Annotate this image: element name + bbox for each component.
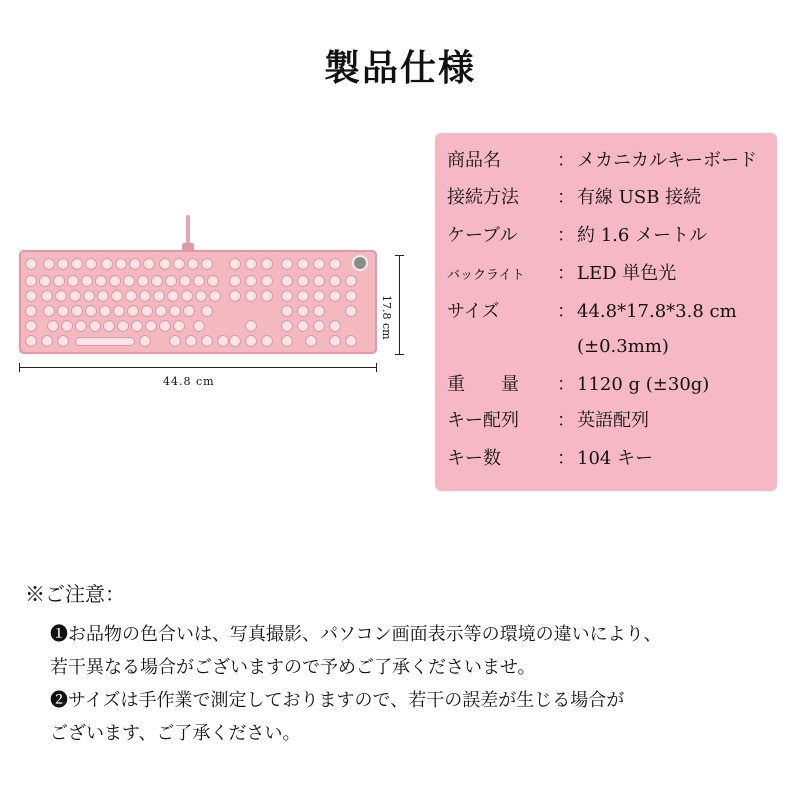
keycap <box>207 275 219 287</box>
keycap <box>313 275 325 287</box>
keycap <box>25 335 37 347</box>
keycap <box>281 258 293 270</box>
page-title: 製品仕様 <box>323 47 476 89</box>
keycap <box>183 305 195 317</box>
keycap <box>193 275 205 287</box>
spec-row <box>447 259 676 289</box>
keycap <box>61 320 73 332</box>
keycap <box>345 290 357 302</box>
spec-row <box>447 183 701 213</box>
spec-separator: ： <box>557 301 575 322</box>
keycap <box>85 258 97 270</box>
spec-label: 接続方法 <box>447 187 519 208</box>
keycap <box>71 305 83 317</box>
keycap <box>165 275 177 287</box>
keycap <box>281 335 293 347</box>
keycap <box>217 335 229 347</box>
spec-value: メカニカルキーボード <box>577 150 757 171</box>
keycap <box>139 290 151 302</box>
keycap <box>209 290 221 302</box>
keycap <box>123 275 135 287</box>
keycap <box>245 275 257 287</box>
keycap <box>297 305 309 317</box>
keycap <box>245 258 257 270</box>
keycap <box>145 320 157 332</box>
keycap <box>345 335 357 347</box>
keycap <box>297 290 309 302</box>
height-dimension-line <box>399 255 400 355</box>
keycap <box>89 320 101 332</box>
spec-label: 商品名 <box>447 150 501 171</box>
keycap <box>155 305 167 317</box>
keycap <box>129 258 141 270</box>
keycap <box>169 335 181 347</box>
height-dimension-label: 17.8 cm <box>380 295 393 340</box>
spec-label: キー配列 <box>447 410 519 431</box>
keycap <box>41 335 53 347</box>
keycap <box>113 305 125 317</box>
keycap <box>41 290 53 302</box>
keycap <box>139 335 151 347</box>
keycap <box>281 290 293 302</box>
keycap <box>193 320 205 332</box>
note-line: 若干異なる場合がございますので予めご了承くださいませ。 <box>50 657 536 678</box>
keycap <box>141 305 153 317</box>
keycap <box>103 320 115 332</box>
keyboard-illustration <box>15 215 420 400</box>
spec-panel <box>435 133 777 491</box>
keycap <box>305 335 317 347</box>
keycap <box>297 320 309 332</box>
keycap <box>99 305 111 317</box>
spec-value: LED 単色光 <box>577 263 677 284</box>
keycap <box>297 258 309 270</box>
spec-value: 1120 g (±30g) <box>577 374 710 395</box>
keycap <box>195 290 207 302</box>
keycap <box>169 305 181 317</box>
keycap <box>101 258 113 270</box>
keycap <box>111 290 123 302</box>
keycap <box>25 305 37 317</box>
spec-row <box>447 370 709 400</box>
keycap <box>43 258 55 270</box>
spec-label: バックライト <box>447 268 525 283</box>
spec-value: 約 1.6 メートル <box>577 225 708 246</box>
keycap <box>25 320 37 332</box>
keycap <box>67 275 79 287</box>
spec-separator: ： <box>557 448 575 469</box>
spec-separator: ： <box>557 263 575 284</box>
spec-row <box>447 297 737 327</box>
spec-separator: ： <box>557 150 575 171</box>
keycap <box>179 275 191 287</box>
keycap <box>159 320 171 332</box>
spec-value: 44.8*17.8*3.8 cm <box>577 301 737 322</box>
spec-row <box>447 332 669 362</box>
keycap <box>261 258 273 270</box>
keycap <box>281 275 293 287</box>
keycap <box>25 258 37 270</box>
keycap <box>245 335 257 347</box>
keycap <box>75 320 87 332</box>
keycap <box>329 320 341 332</box>
note-line: ❷サイズは手作業で測定しておりますので、若干の誤差が生じる場合が <box>50 690 625 711</box>
keycap <box>131 320 143 332</box>
keycap <box>329 275 341 287</box>
keycap <box>229 335 241 347</box>
keycap <box>57 305 69 317</box>
keycap <box>281 320 293 332</box>
keycap <box>69 290 81 302</box>
keycap <box>159 258 171 270</box>
note-line: ❶お品物の色合いは、写真撮影、パソコン画面表示等の環境の違いにより、 <box>50 624 662 645</box>
keycap <box>53 275 65 287</box>
keycap <box>181 290 193 302</box>
keycap <box>201 305 213 317</box>
spec-label: 重 量 <box>447 374 519 395</box>
keycap <box>345 305 357 317</box>
notes-heading: ※ご注意： <box>25 582 125 606</box>
keycap <box>245 290 257 302</box>
spec-label: サイズ <box>447 301 500 322</box>
keycap <box>25 290 37 302</box>
keycap <box>173 320 185 332</box>
keycap <box>173 258 185 270</box>
spec-value: 有線 USB 接続 <box>577 187 702 208</box>
spacebar <box>75 337 135 346</box>
keycap <box>85 305 97 317</box>
keycap <box>329 258 341 270</box>
keycap <box>313 305 325 317</box>
keycap <box>261 335 273 347</box>
keycap <box>83 290 95 302</box>
keycap <box>229 275 241 287</box>
keycap <box>57 258 69 270</box>
spec-value: (±0.3mm) <box>577 336 669 357</box>
keycap <box>151 275 163 287</box>
spec-separator: ： <box>557 374 575 395</box>
spec-row <box>447 146 757 176</box>
keycap <box>261 290 273 302</box>
keycap <box>297 275 309 287</box>
keycap <box>313 258 325 270</box>
keycap <box>329 290 341 302</box>
keycap <box>71 258 83 270</box>
keycap <box>245 320 257 332</box>
keycap <box>187 258 199 270</box>
keycap <box>55 290 67 302</box>
spec-row <box>447 444 653 474</box>
keycap <box>125 290 137 302</box>
keycap <box>201 335 213 347</box>
keycap <box>137 275 149 287</box>
keycap <box>39 275 51 287</box>
keycap <box>127 305 139 317</box>
keycap <box>25 275 37 287</box>
spec-label: キー数 <box>447 448 501 469</box>
keyboard-body <box>19 250 377 354</box>
keycap <box>229 290 241 302</box>
spec-label: ケーブル <box>447 225 518 246</box>
spec-separator: ： <box>557 410 575 431</box>
keycap <box>329 335 341 347</box>
keycap <box>97 290 109 302</box>
keycap <box>81 275 93 287</box>
keycap <box>167 290 179 302</box>
keycap <box>115 258 127 270</box>
keycap <box>201 258 213 270</box>
keycap <box>143 258 155 270</box>
keycap <box>43 305 55 317</box>
keycap <box>281 305 293 317</box>
volume-knob <box>352 255 368 271</box>
keycap <box>185 335 197 347</box>
keycap <box>153 290 165 302</box>
keycap <box>95 275 107 287</box>
spec-value: 英語配列 <box>577 410 649 431</box>
keycap <box>109 275 121 287</box>
keycap <box>261 275 273 287</box>
note-line: ございます、ご了承ください。 <box>50 723 301 744</box>
spec-separator: ： <box>557 225 575 246</box>
keycap <box>313 320 325 332</box>
keycap <box>57 335 69 347</box>
keycap <box>345 275 357 287</box>
keycap <box>117 320 129 332</box>
width-dimension-label: 44.8 cm <box>163 375 215 388</box>
width-dimension-line <box>19 367 377 368</box>
spec-value: 104 キー <box>577 448 654 469</box>
spec-separator: ： <box>557 187 575 208</box>
spec-row <box>447 406 649 436</box>
keycap <box>229 258 241 270</box>
keycap <box>313 290 325 302</box>
spec-row <box>447 221 707 251</box>
keycap <box>47 320 59 332</box>
